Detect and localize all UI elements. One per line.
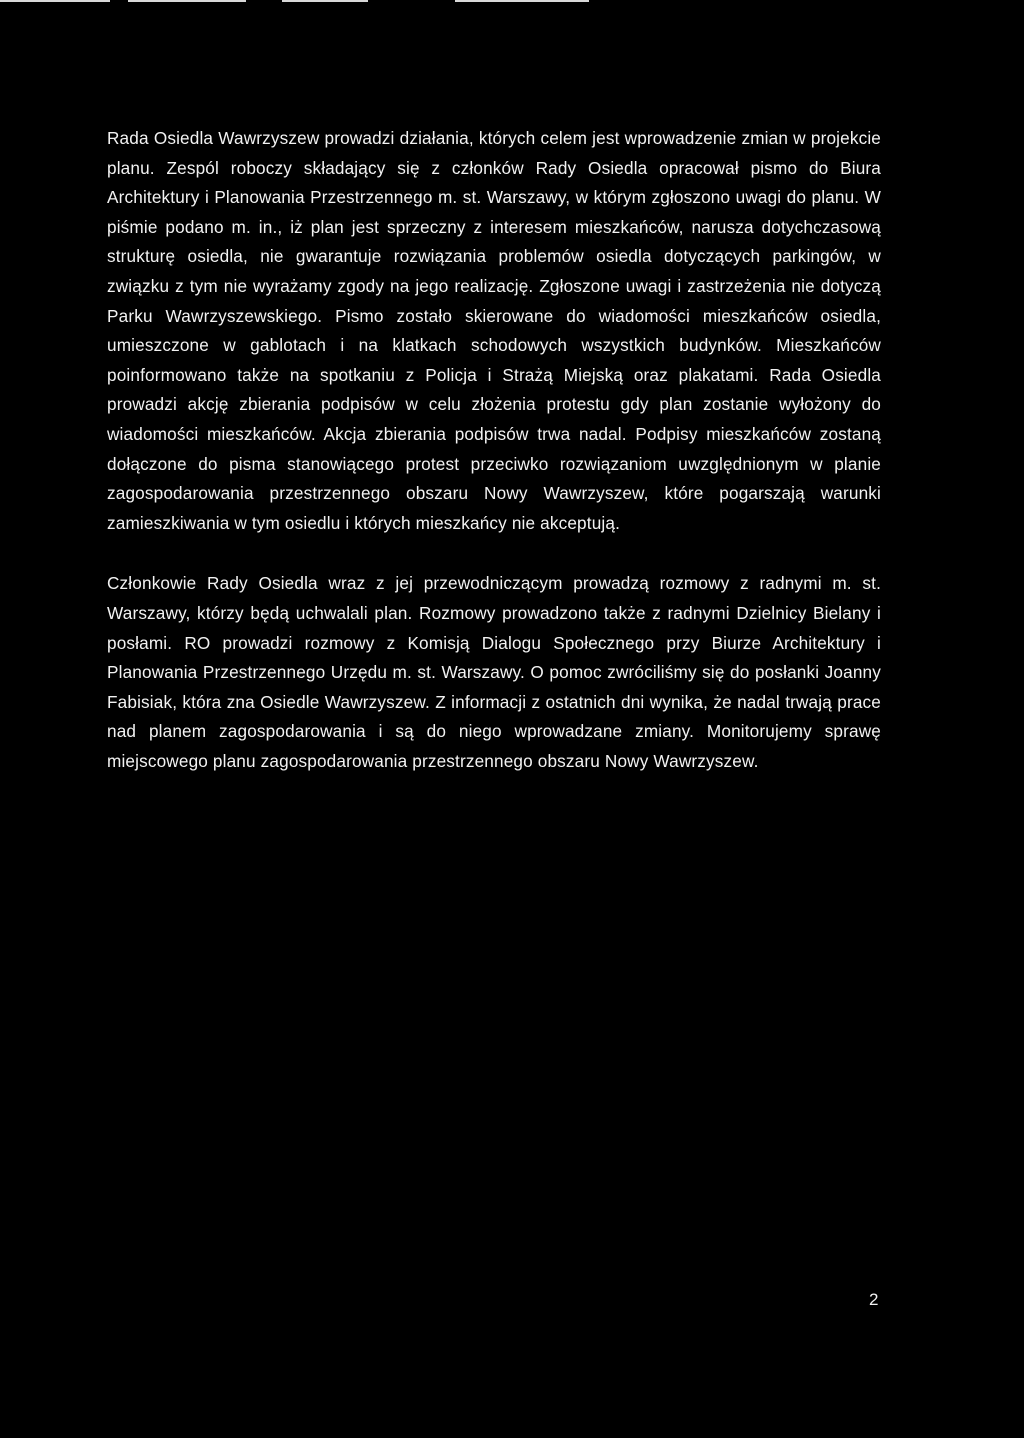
scan-edge-line [455,0,589,2]
scan-edge-line [128,0,246,2]
body-paragraph-2: Członkowie Rady Osiedla wraz z jej przewodniczącym prowadzą rozmowy z radnymi m. st. Warszawy, którzy będą uchwalali plan. Rozmowy prowadzono także z radnymi Dzielnicy Bielany i posłami. RO prowadzi rozmowy z Komisją Dialogu Społecznego przy Biurze Architektury i Planowania Przestrzennego Urzędu m. st. Warszawy. O pomoc zwróciliśmy się do posłanki Joanny Fabisiak, która zna Osiedle Wawrzyszew. Z informacji z ostatnich dni wynika, że nadal trwają prace nad planem zagospodarowania i są do niego wprowadzane zmiany. Monitorujemy sprawę miejscowego planu zagospodarowania przestrzennego obszaru Nowy Wawrzyszew. [107,573,881,771]
body-paragraph-1: Rada Osiedla Wawrzyszew prowadzi działania, których celem jest wprowadzenie zmian w projekcie planu. Zespól roboczy składający się z członków Rady Osiedla opracował pismo do Biura Architektury i Planowania Przestrzennego m. st. Warszawy, w którym zgłoszono uwagi do planu. W piśmie podano m. in., iż plan jest sprzeczny z interesem mieszkańców, narusza dotychczasową strukturę osiedla, nie gwarantuje rozwiązania problemów osiedla dotyczących parkingów, w związku z tym nie wyrażamy zgody na jego realizację. Zgłoszone uwagi i zastrzeżenia nie dotyczą Parku Wawrzyszewskiego. Pismo zostało skierowane do wiadomości mieszkańców osiedla, umieszczone w gablotach i na klatkach schodowych wszystkich budynków. Mieszkańców poinformowano także na spotkaniu z Policja i Strażą Miejską oraz plakatami. Rada Osiedla prowadzi akcję zbierania podpisów w celu złożenia protestu gdy plan zostanie wyłożony do wiadomości mieszkańców. Akcja zbierania podpisów trwa nadal. Podpisy mieszkańców zostaną dołączone do pisma stanowiącego protest przeciwko rozwiązaniom uwzględnionym w planie zagospodarowania przestrzennego obszaru Nowy Wawrzyszew, które pogarszają warunki zamieszkiwania w tym osiedlu i których mieszkańcy nie akceptują. [107,128,881,533]
page-number: 2 [869,1290,879,1309]
scan-edge-line [0,0,110,2]
scan-edge-line [282,0,368,2]
document-page [107,124,881,776]
